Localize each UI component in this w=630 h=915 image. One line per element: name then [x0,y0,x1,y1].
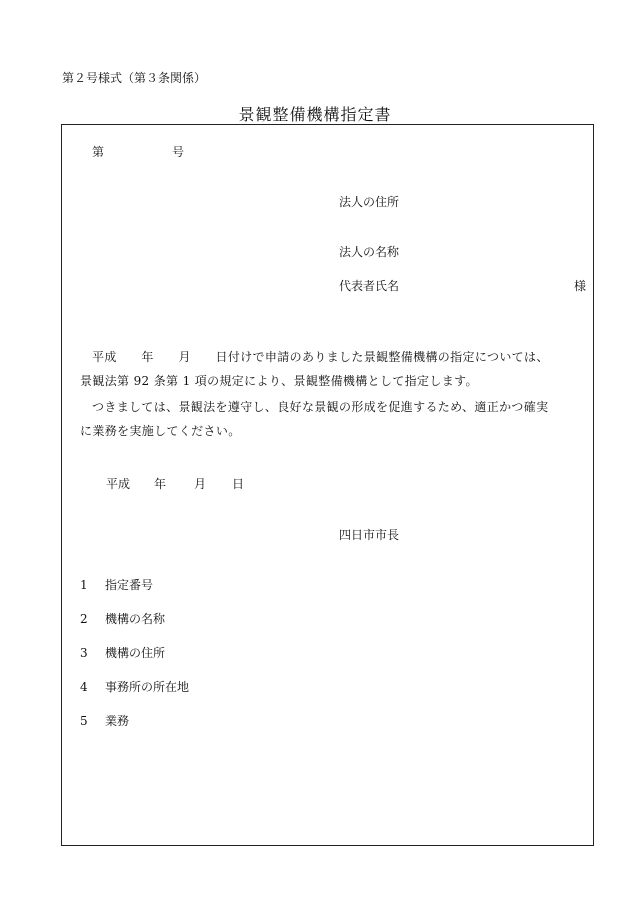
list-item-number: 5 [80,714,88,728]
honorific-label: 様 [574,279,587,293]
list-item-label: 機構の名称 [105,612,166,626]
body-paragraph-1-line-1: 平成 年 月 日付けで申請のありました景観整備機構の指定については、 [92,350,549,364]
list-item-label: 機構の住所 [105,646,166,660]
body-paragraph-1-line-2: 景観法第 92 条第 1 項の規定により、景観整備機構として指定します。 [80,374,478,388]
date-month: 月 [194,477,207,491]
list-item-label: 指定番号 [105,578,154,592]
list-item-number: 2 [80,612,88,626]
list-item-number: 3 [80,646,88,660]
list-item-label: 業務 [105,714,130,728]
list-item [80,714,129,728]
form-number-label: 第２号様式（第３条関係） [62,71,207,85]
issue-date [106,477,244,491]
list-item [80,578,153,592]
list-item [80,646,165,660]
date-era: 平成 [106,477,131,491]
corporation-address-label: 法人の住所 [339,195,400,209]
issuer-name: 四日市市長 [339,528,400,542]
list-item [80,612,165,626]
list-item-label: 事務所の所在地 [105,680,190,694]
document-number-suffix: 号 [172,145,185,159]
representative-name-label: 代表者氏名 [339,279,400,293]
date-day: 日 [232,477,245,491]
list-item [80,680,189,694]
list-item-number: 1 [80,578,88,592]
date-year: 年 [154,477,167,491]
list-item-number: 4 [80,680,88,694]
document-number-prefix: 第 [92,145,105,159]
body-paragraph-2-line-1: つきましては、景観法を遵守し、良好な景観の形成を促進するため、適正かつ確実 [92,400,549,414]
document-title: 景観整備機構指定書 [238,105,392,124]
body-paragraph-2-line-2: に業務を実施してください。 [80,424,241,438]
corporation-name-label: 法人の名称 [339,245,400,259]
